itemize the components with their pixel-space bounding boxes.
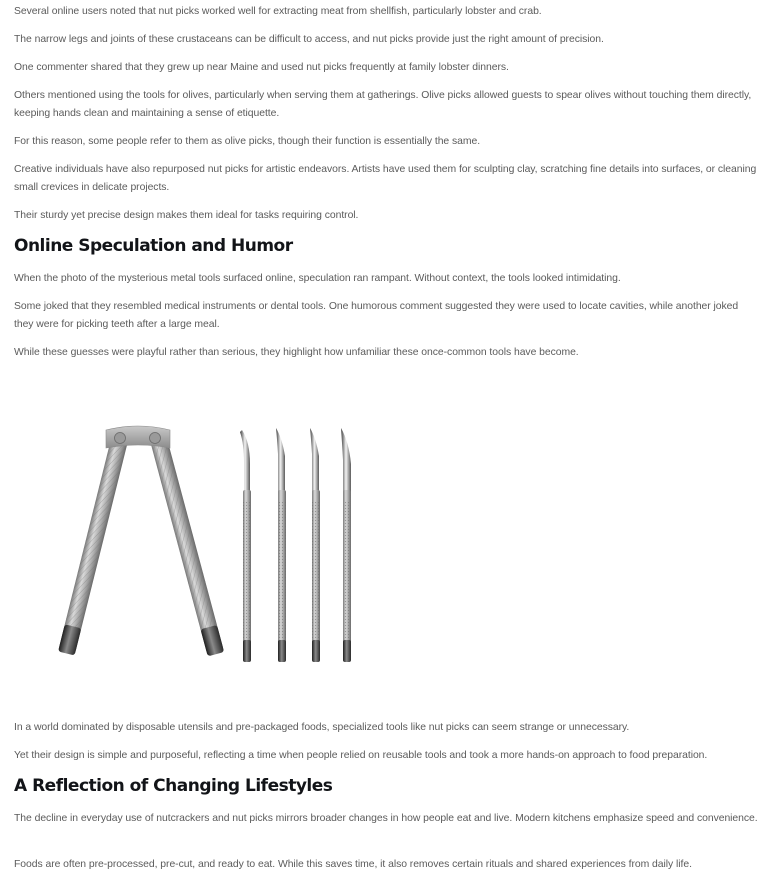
paragraph-maine: One commenter shared that they grew up near Maine and used nut picks frequently at family lobster dinners. xyxy=(14,62,509,73)
paragraph-disposable: In a world dominated by disposable utensils and pre-packaged foods, specialized tools like nut picks can seem strange or unnecessary. xyxy=(14,722,630,733)
nutcracker-icon xyxy=(58,426,224,656)
paragraph-olive-picks: For this reason, some people refer to them as olive picks, though their function is essentially the same. xyxy=(14,136,481,147)
paragraph-artistic: Creative individuals have also repurposed nut picks for artistic endeavors. Artists have used them for sculpting clay, scratching fine details into surfaces, or cleaning small crevices in delicate projects. xyxy=(14,164,757,193)
nutcracker-photo xyxy=(14,372,374,692)
paragraph-shellfish: Several online users noted that nut picks worked well for extracting meat from shellfish, particularly lobster and crab. xyxy=(14,6,542,17)
paragraph-crustaceans: The narrow legs and joints of these crustaceans can be difficult to access, and nut picks provide just the right amount of precision. xyxy=(14,34,604,45)
nut-pick-3 xyxy=(310,428,320,662)
paragraph-guesses: While these guesses were playful rather than serious, they highlight how unfamiliar these once-common tools have become. xyxy=(14,347,579,358)
heading-online-speculation: Online Speculation and Humor xyxy=(14,236,293,256)
nut-pick-1 xyxy=(240,430,251,662)
nut-pick-4 xyxy=(341,428,351,662)
paragraph-photo-surfaced: When the photo of the mysterious metal tools surfaced online, speculation ran rampant. Without context, the tools looked intimidating. xyxy=(14,273,621,284)
paragraph-purposeful: Yet their design is simple and purposeful, reflecting a time when people relied on reusable tools and took a more hands-on approach to food preparation. xyxy=(14,750,708,761)
nut-pick-2 xyxy=(276,428,286,662)
paragraph-olives: Others mentioned using the tools for olives, particularly when serving them at gatherings. Olive picks allowed guests to spear olives without touching them directly, keeping hands clean and maintaining a sense of etiquette. xyxy=(14,90,752,119)
paragraph-decline: The decline in everyday use of nutcrackers and nut picks mirrors broader changes in how people eat and live. Modern kitchens emphasize speed and convenience. xyxy=(14,813,758,824)
paragraph-jokes: Some joked that they resembled medical instruments or dental tools. One humorous comment suggested they were used to locate cavities, while another joked they were for picking teeth after a large meal. xyxy=(14,301,739,330)
nutcracker-and-nut-picks-icon xyxy=(14,372,374,692)
paragraph-pre-processed: Foods are often pre-processed, pre-cut, and ready to eat. While this saves time, it also removes certain rituals and shared experiences from daily life. xyxy=(14,859,692,870)
paragraph-sturdy-design: Their sturdy yet precise design makes them ideal for tasks requiring control. xyxy=(14,210,359,221)
heading-changing-lifestyles: A Reflection of Changing Lifestyles xyxy=(14,776,333,796)
